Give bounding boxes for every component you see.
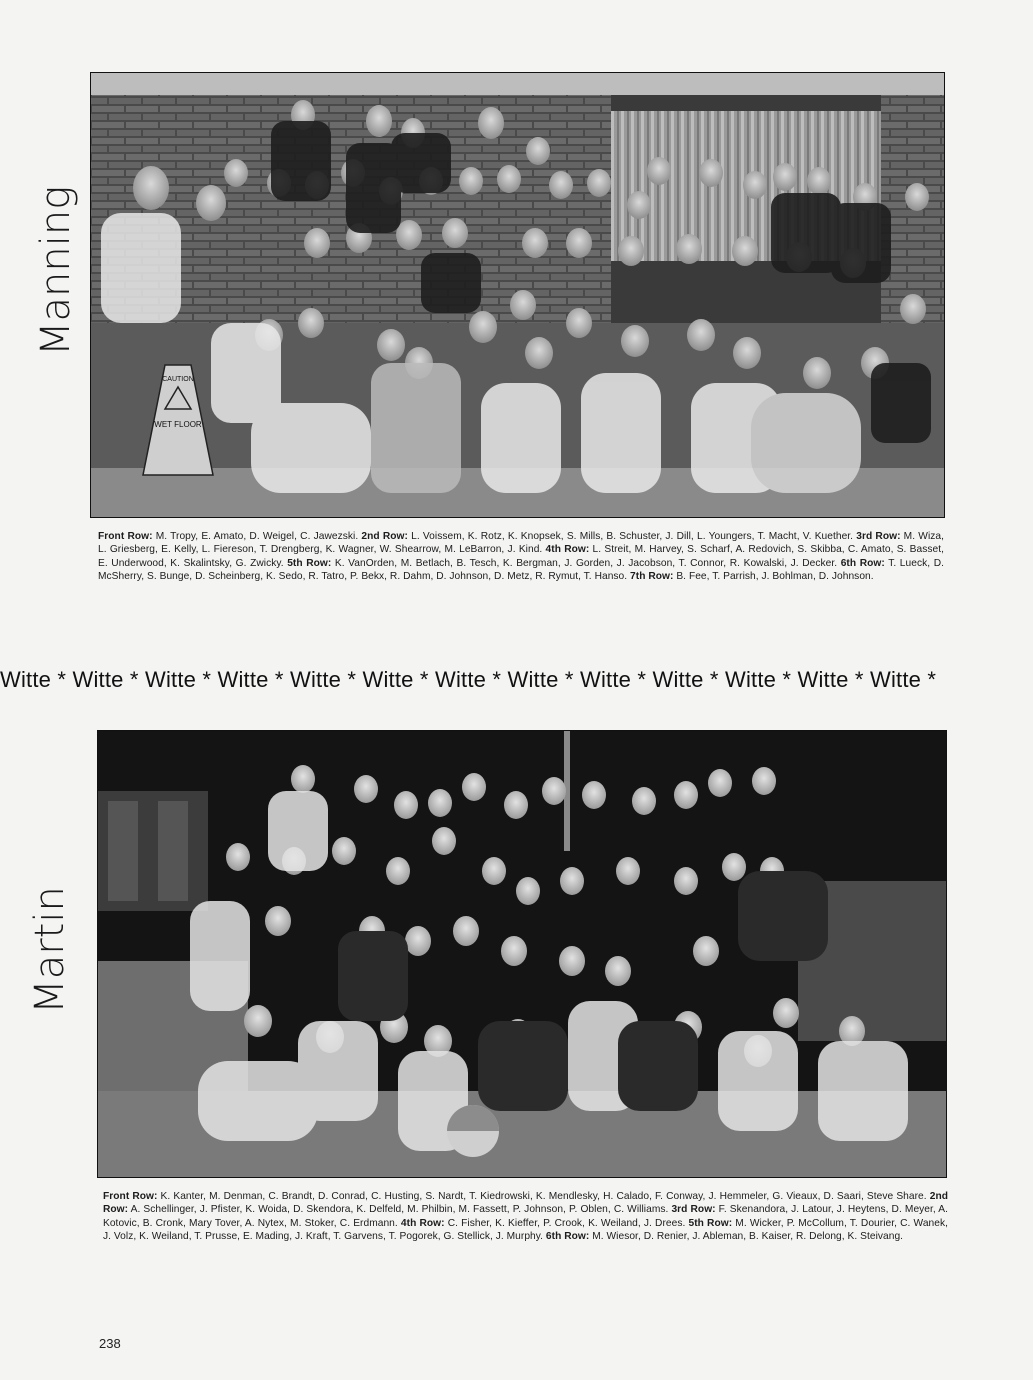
row-names: M. Wicker, P. McCollum, T. Dourier, C. Wanek, J. Volz, K. Weiland, T. Prusse, E. Mading, J. Kraft, T. Garvens, T. Pogorek, G. Stellick, J. Murphy.: [103, 1217, 948, 1243]
row-label: 2nd Row:: [103, 1191, 948, 1216]
section-title-manning: Manning: [33, 185, 79, 356]
row-label: 4th Row:: [400, 1217, 445, 1229]
row-label: Front Row:: [98, 531, 153, 542]
row-names: K. Kanter, M. Denman, C. Brandt, D. Conrad, C. Husting, S. Nardt, T. Kiedrowski, K. Mendlesky, H. Calado, F. Conway, J. Hemmeler, G. Vieaux, D. Saari, Steve Share.: [157, 1191, 930, 1202]
row-label: 4th Row:: [545, 544, 590, 556]
row-names: T. Lueck, D. McSherry, S. Bunge, D. Scheinberg, K. Sedo, R. Tatro, P. Bekx, R. Dahm, D. Johnson, D. Metz, R. Rymut, T. Hanso.: [98, 557, 944, 583]
row-names: M. Wiza, L. Griesberg, E. Kelly, L. Fiereson, T. Drengberg, K. Wagner, W. Shearrow, M. LeBarron, J. Kind.: [98, 531, 944, 556]
row-names: M. Wiesor, D. Renier, J. Ableman, B. Kaiser, R. Delong, K. Steivang.: [589, 1231, 904, 1243]
row-names: K. VanOrden, M. Betlach, B. Tesch, K. Bergman, J. Gorden, J. Jacobson, T. Connor, R. Kowalski, J. Decker.: [331, 557, 841, 569]
row-label: 6th Row:: [840, 557, 885, 569]
page-number: 238: [99, 1336, 121, 1351]
row-names: B. Fee, T. Parrish, J. Bohlman, D. Johnson.: [673, 571, 874, 583]
row-label: 6th Row:: [545, 1231, 590, 1243]
manning-caption: [98, 530, 944, 584]
row-names: C. Fisher, K. Kieffer, P. Crook, K. Weiland, J. Drees.: [444, 1217, 689, 1229]
row-label: 2nd Row:: [361, 531, 408, 542]
row-label: 5th Row:: [688, 1217, 733, 1229]
wet-floor-text: WET FLOOR: [154, 420, 202, 429]
row-label: 3rd Row:: [856, 531, 901, 542]
row-label: 7th Row:: [630, 571, 674, 583]
martin-group-photo: [97, 730, 947, 1178]
row-names: A. Schellinger, J. Pfister, K. Woida, D. Skendora, K. Delfeld, M. Philbin, M. Fassett, P. Johnson, P. Oblen, C. Williams.: [128, 1204, 672, 1216]
manning-photo-illustration: [91, 73, 944, 517]
martin-caption: [103, 1190, 948, 1244]
row-label: 5th Row:: [287, 557, 332, 569]
caution-text: CAUTION: [162, 376, 194, 383]
row-names: L. Streit, M. Harvey, S. Scharf, A. Redovich, S. Skibba, C. Amato, S. Basset, E. Underwood, K. Skalintsky, G. Zwicky.: [98, 544, 944, 569]
row-names: F. Skenandora, J. Latour, J. Heytens, D. Meyer, A. Kotovic, B. Cronk, Mary Tover, A. Nytex, M. Stoker, C. Erdmann.: [103, 1204, 949, 1229]
section-title-martin: Martin: [27, 886, 73, 1014]
row-names: M. Tropy, E. Amato, D. Weigel, C. Jawezski.: [152, 531, 362, 542]
martin-photo-illustration: [98, 731, 946, 1177]
witte-divider: Witte * Witte * Witte * Witte * Witte * Witte * Witte * Witte * Witte * Witte * Witte * Witte * Witte *: [0, 667, 937, 692]
manning-group-photo: [90, 72, 945, 518]
row-names: L. Voissem, K. Rotz, K. Knopsek, S. Mills, B. Schuster, J. Dill, L. Youngers, T. Macht, V. Kuether.: [407, 531, 857, 542]
row-label: Front Row:: [103, 1191, 158, 1202]
row-label: 3rd Row:: [671, 1204, 716, 1216]
